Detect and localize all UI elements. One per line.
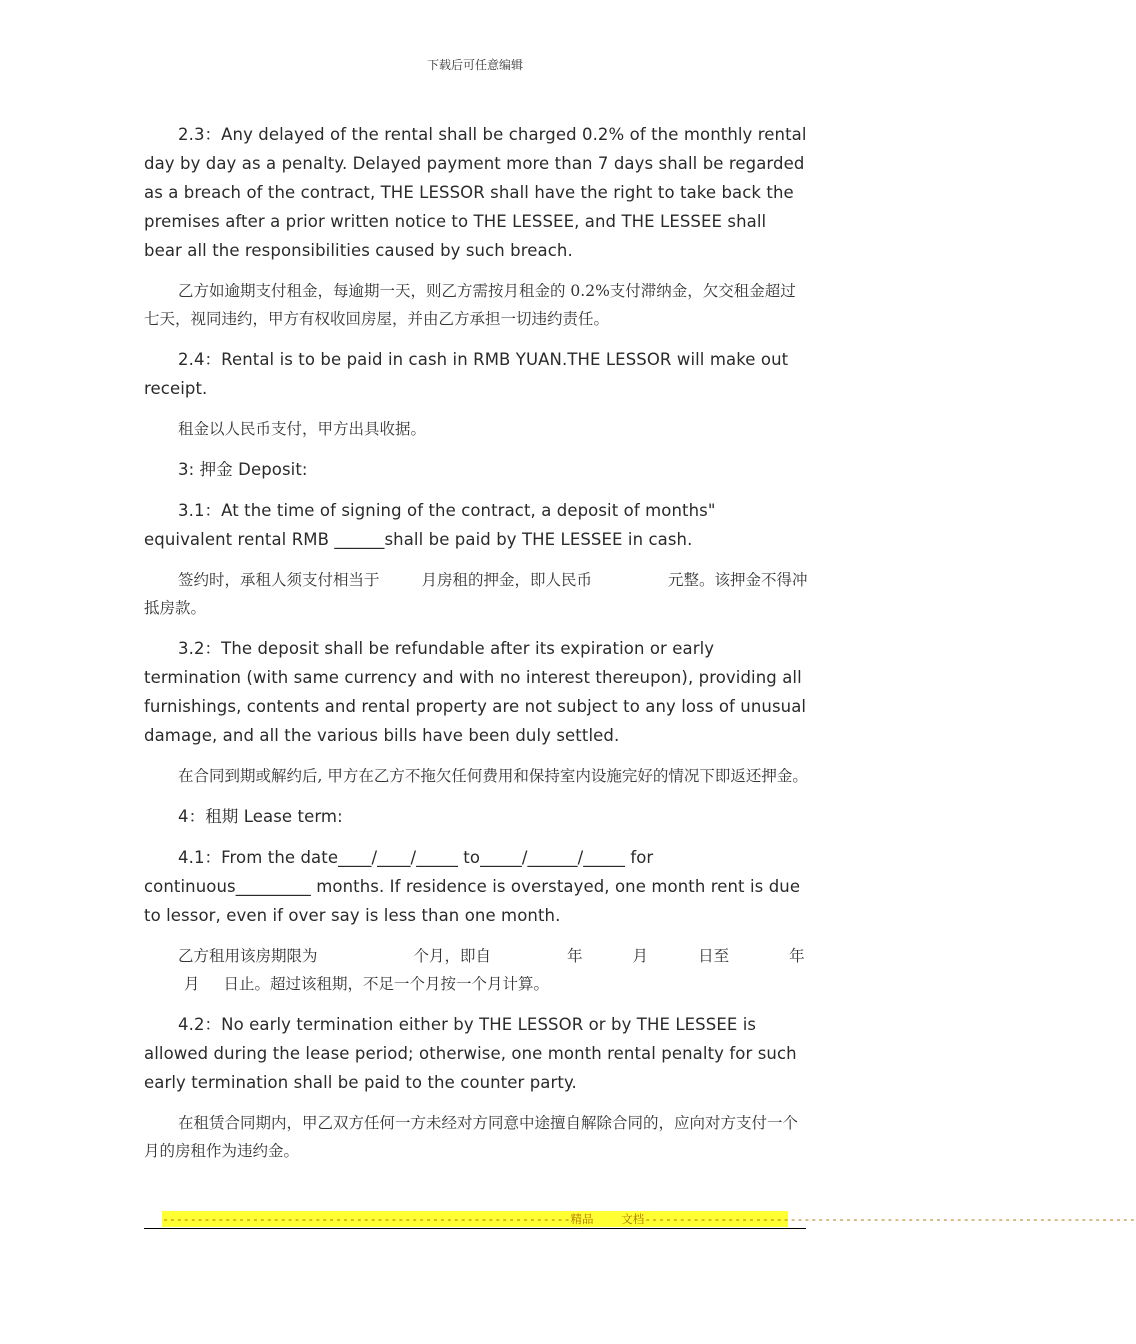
section-4-title: 4：租期 Lease term: [178,807,343,826]
clause-3-1-cn [144,566,808,622]
clause-2-4-en: 2.4：Rental is to be paid in cash in RMB YUAN.THE LESSOR will make out receipt. [144,350,789,398]
clause-4-1-cn-part-h: 日止。超过该租期，不足一个月按一个月计算。 [223,975,550,993]
clause-4-1-cn-day-to: 日至 [698,947,730,965]
clause-4-2-cn: 在租赁合同期内，甲乙双方任何一方未经对方同意中途擅自解除合同的，应向对方支付一个月的房租作为违约金。 [144,1114,799,1160]
footer-label-b: 文档 [621,1212,645,1226]
clause-4-1-cn-part-a: 乙方租用该房期限为 [178,947,318,965]
clause-3-1-cn-part-b: 月房租的押金，即人民币 [421,571,593,589]
clause-4-1-cn [144,942,808,998]
clause-4-1-cn-month-2: 月 [184,975,200,993]
clause-3-2-cn: 在合同到期或解约后, 甲方在乙方不拖欠任何费用和保持室内设施完好的情况下即返还押金。 [178,767,808,785]
clause-4-1-cn-year: 年 [567,947,583,965]
clause-2-3-cn: 乙方如逾期支付租金，每逾期一天，则乙方需按月租金的 0.2%支付滞纳金，欠交租金超过七天，视同违约，甲方有权收回房屋，并由乙方承担一切违约责任。 [144,282,796,328]
footer-dashes-right: ----------------------------------------------------------------------- [644,1212,1136,1226]
section-3-title: 3: 押金 Deposit: [178,460,308,479]
clause-3-1-en: 3.1：At the time of signing of the contract, a deposit of months" equivalent rental RMB ______shall be paid by THE LESSEE in cash. [144,501,716,549]
clause-4-1-en: 4.1：From the date____/____/_____ to_____/______/_____ for continuous_________ months. If residence is overstayed, one month rent is due to lessor, even if over say is less than one month. [144,848,801,925]
document-body [144,120,808,1177]
footer-label-a: 精品 [570,1212,594,1226]
footer-watermark-band [162,1211,1136,1227]
page-header: 下载后可任意编辑 [426,58,523,72]
clause-4-1-cn-year-2: 年 [789,947,805,965]
clause-3-2-en: 3.2：The deposit shall be refundable after its expiration or early termination (with same currency and with no interest thereupon), providing all furnishings, contents and rental property are not subject to any loss of unusual damage, and all the various bills have been duly settled. [144,639,807,745]
clause-3-1-cn-part-a: 签约时，承租人须支付相当于 [178,571,380,589]
clause-2-3-en: 2.3：Any delayed of the rental shall be charged 0.2% of the monthly rental day by day as a penalty. Delayed payment more than 7 days shall be regarded as a breach of the contract, THE LESSOR shall have the right to take back the premises after a prior written notice to THE LESSEE, and THE LESSEE shall bear all the responsibilities caused by such breach. [144,125,807,260]
footer-rule [144,1228,806,1229]
clause-4-2-en: 4.2：No early termination either by THE LESSOR or by THE LESSEE is allowed during the lease period; otherwise, one month rental penalty for such early termination shall be paid to the counter party. [144,1015,797,1092]
footer-dashes-left: ----------------------------------------------------------- [162,1212,571,1226]
clause-3-1-cn-part-c: 元整。该押金不得冲抵房款。 [144,571,808,617]
clause-4-1-cn-month: 月 [632,947,649,965]
clause-4-1-cn-part-b: 个月，即自 [413,947,492,965]
clause-2-4-cn: 租金以人民币支付，甲方出具收据。 [178,420,427,438]
